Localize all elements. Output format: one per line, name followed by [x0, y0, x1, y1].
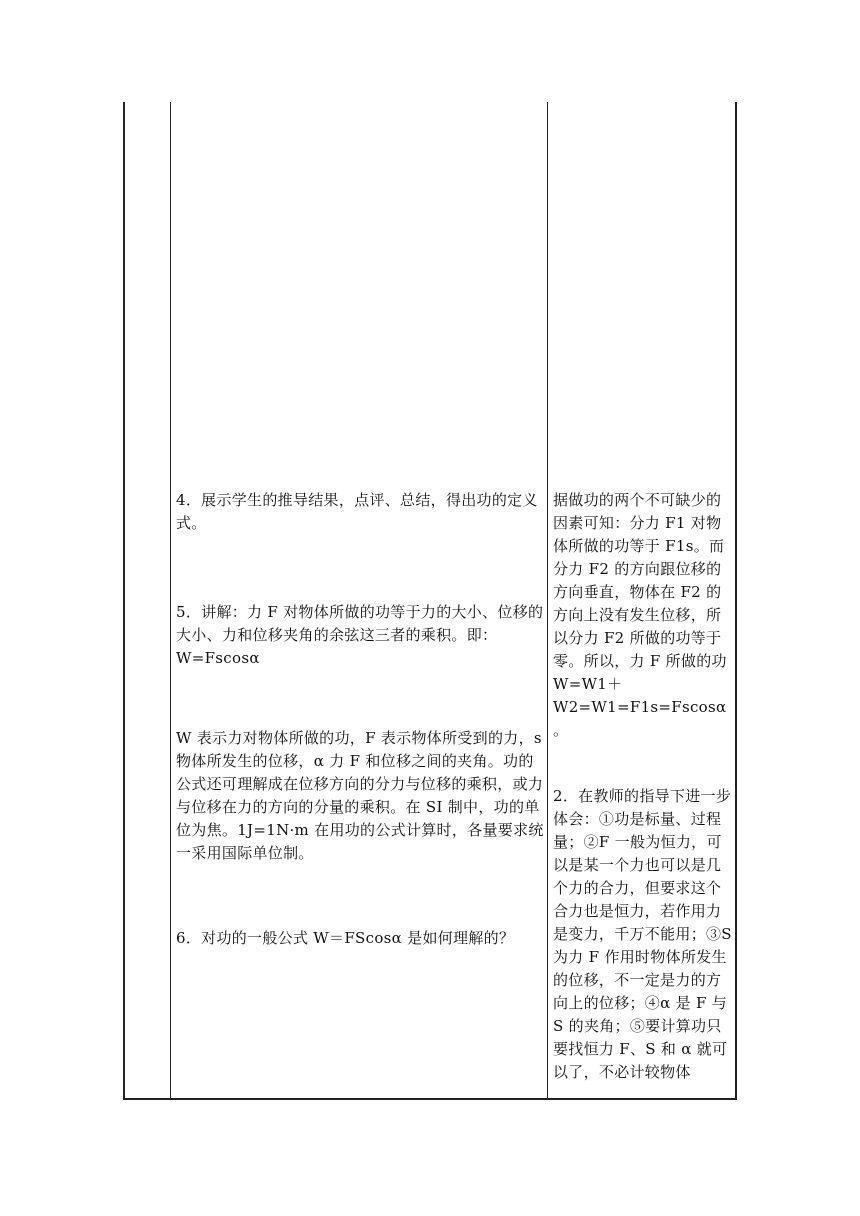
step-4-text: 4．展示学生的推导结果，点评、总结，得出功的定义式。 [176, 491, 538, 532]
table-column-divider-2 [547, 102, 548, 1100]
table-column-divider-1 [170, 102, 171, 1100]
step-5-text: 5．讲解：力 F 对物体所做的功等于力的大小、位移的大小、力和位移夹角的余弦这三者的乘积。即：W=Fscosα [176, 603, 544, 667]
student-understanding-text: 2．在教师的指导下进一步体会：①功是标量、过程量；②F 一般为恒力，可以是某一个力也可以是几个力的合力，但要求这个合力也是恒力，若作用力是变力，千万不能用；③S 为力 F 作用时物体所发生的位移，不一定是力的方向上的位移；④α 是 F 与 S 的夹角；⑤要计算功只要找恒力 F、S 和 α 就可以了，不必计较物体 [553, 787, 732, 1081]
table-border-right [735, 102, 737, 1100]
table-border-left [123, 102, 125, 1100]
step-6-question: 6．对功的一般公式 W＝FScosα 是如何理解的？ [176, 929, 515, 947]
student-derivation-text: 据做功的两个不可缺少的因素可知：分力 F1 对物体所做的功等于 F1s。而分力 F2 的方向跟位移的方向垂直，物体在 F2 的方向上没有发生位移，所以分力 F2 所做的功等于零。所以，力 F 所做的功 W=W1＋W2=W1=F1s=Fscosα 。 [553, 491, 727, 739]
work-symbol-explanation: W 表示力对物体所做的功，F 表示物体所受到的力，s 物体所发生的位移，α 力 F 和位移之间的夹角。功的公式还可理解成在位移方向的分力与位移的乘积，或力与位移在力的方向的分量的乘积。在 SI 制中，功的单位为焦。1J=1N·m 在用功的公式计算时，各量要求统一采用国际单位制。 [176, 729, 544, 862]
table-border-bottom [123, 1098, 737, 1100]
